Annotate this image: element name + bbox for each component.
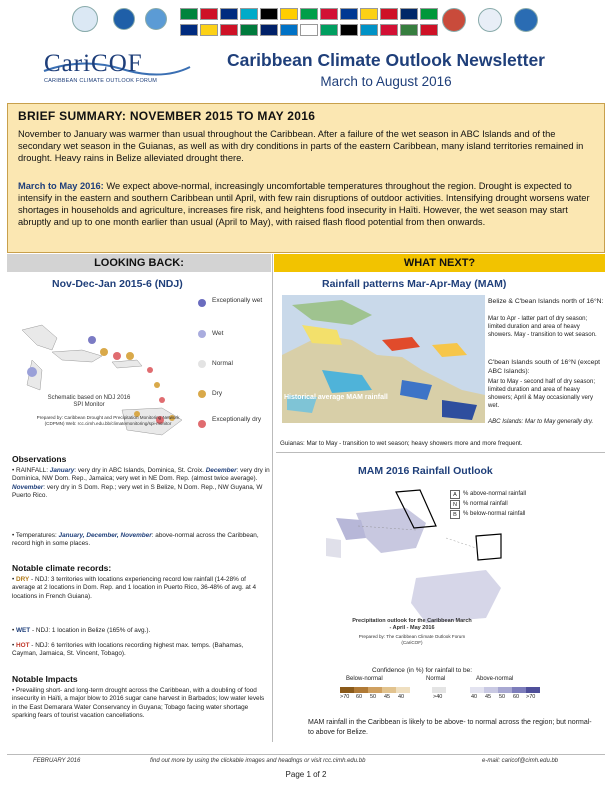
what-next-header[interactable]: WHAT NEXT? xyxy=(274,254,605,272)
colorbar-below-label: Below-normal xyxy=(346,676,383,682)
page-subtitle: March to August 2016 xyxy=(320,74,452,89)
pattern-caption: Guianas: Mar to May - transition to wet season; heavy showers more and more frequent. xyxy=(280,440,523,447)
outlook-legend-above xyxy=(450,490,570,500)
outlook-map-note: Precipitation outlook for the Caribbean March - April - May 2016 xyxy=(352,618,472,631)
colorbar-tick: 45 xyxy=(384,694,391,700)
footer-email-link[interactable]: e-mail: caricof@cimh.edu.bb xyxy=(482,758,559,764)
record-wet-label: WET xyxy=(16,627,31,634)
section-divider xyxy=(276,452,605,453)
legend-key: N xyxy=(450,500,460,509)
record-dry-text: - NDJ: 3 territories with locations experiencing record low rainfall (14-28% of average at 2 locations in Dom. Rep. and 1 location in Puerto Rico, 36-48% of avg. at 4 locations in French Guiana). xyxy=(12,576,257,600)
outlook-caption: MAM rainfall in the Caribbean is likely to be above- to normal across the region; but normal- to above for Belize. xyxy=(308,719,592,736)
flag-icon xyxy=(200,24,218,36)
legend-wet-icon xyxy=(198,330,206,338)
summary-heading: BRIEF SUMMARY: NOVEMBER 2015 TO MAY 2016 xyxy=(18,109,316,123)
flag-icon xyxy=(180,24,198,36)
outlook-title[interactable]: MAM 2016 Rainfall Outlook xyxy=(358,465,493,477)
flag-icon xyxy=(280,24,298,36)
outlook-legend-below xyxy=(450,510,570,520)
flag-icon xyxy=(340,24,358,36)
flag-icon xyxy=(400,24,418,36)
flag-icon xyxy=(320,24,338,36)
outlook-map-credit: Prepared by: The Caribbean Climate Outlook Forum (CariCOF) xyxy=(358,634,466,645)
column-divider xyxy=(272,254,273,742)
confidence-colorbar xyxy=(340,680,540,704)
colorbar-tick: 60 xyxy=(356,694,363,700)
record-wet-text: - NDJ: 1 location in Belize (165% of avg.). xyxy=(30,627,151,634)
legend-key: A xyxy=(450,490,460,499)
flag-icon xyxy=(240,8,258,20)
outlook-legend-normal xyxy=(450,500,570,510)
outlook-period-label: March to May 2016: xyxy=(18,181,104,191)
legend-key: B xyxy=(450,510,460,519)
outlook-text: We expect above-normal, increasingly uncomfortable temperatures throughout the region. Drought is expected to intensify in the eastern and southern Caribbean until April, with few rain disruptions of outdoor activities. Intensifying drought worsens water shortages in households and agriculture, increases fire risk, and heightens food insecurity in Haïti. However, the wet season may start abruptly and up to one month earlier than usual (April to May), with raised flash flood potential from then onwards. xyxy=(18,181,590,227)
spi-map-credit: Prepared by: Caribbean Drought and Precipitation Monitoring Network (CDPMN) Web: rcc.cimh.edu.bb/climatemonitoring/spi-monitor xyxy=(36,415,180,426)
record-hot-text: - NDJ: 6 territories with locations recording highest max. temps. (Bahamas, Cayman, Jamaica, St. Vincent, Tobago). xyxy=(12,642,244,658)
record-hot-label: HOT xyxy=(16,642,30,649)
colorbar-tick: >40 xyxy=(433,694,443,700)
rainfall-pattern-title[interactable]: Rainfall patterns Mar-Apr-May (MAM) xyxy=(322,278,507,290)
legend-label: % normal rainfall xyxy=(463,501,508,507)
colorbar-title: Confidence (in %) for rainfall to be: xyxy=(372,667,473,674)
observation-temperature xyxy=(12,532,270,549)
records-heading: Notable climate records: xyxy=(12,563,112,573)
record-dry-label: DRY xyxy=(16,576,30,583)
flag-icon xyxy=(220,24,238,36)
legend-exceptionally-dry-icon xyxy=(198,420,206,428)
flag-icon xyxy=(380,8,398,20)
flag-icon xyxy=(220,8,238,20)
flag-icon xyxy=(180,8,198,20)
footer-date: FEBRUARY 2016 xyxy=(33,758,81,764)
spi-map-title[interactable]: Nov-Dec-Jan 2015-6 (NDJ) xyxy=(52,278,183,290)
summary-paragraph: November to January was warmer than usual throughout the Caribbean. After a failure of the wet season in ABC Islands and of the secondary wet season in the Guianas, as well as with dry conditions in parts of the eastern Caribbean, many island territories remained in drought. Heavy rains in Belize alleviated drought there. xyxy=(18,129,584,163)
legend-exceptionally-dry: Exceptionally dry xyxy=(212,416,262,423)
obs-label: • RAINFALL: xyxy=(12,467,50,474)
partner-logo[interactable] xyxy=(514,8,538,32)
obs-text: : above-normal across the Caribbean, record high in some places. xyxy=(12,532,259,548)
flag-icon xyxy=(240,24,258,36)
org-subtitle: CARIBBEAN CLIMATE OUTLOOK FORUM xyxy=(44,78,158,84)
pattern-south-title: C'bean Islands south of 16°N (except ABC Islands): xyxy=(488,359,601,375)
legend-label: % above-normal rainfall xyxy=(463,491,527,497)
colorbar-tick: 50 xyxy=(499,694,506,700)
cimh-logo[interactable] xyxy=(72,6,98,32)
legend-exceptionally-wet: Exceptionally wet xyxy=(212,297,263,304)
record-wet: • WET - NDJ: 1 location in Belize (165% of avg.). xyxy=(12,627,151,634)
pattern-north-title: Belize & C'bean Islands north of 16°N: xyxy=(488,298,604,305)
colorbar-tick: >70 xyxy=(340,694,350,700)
colorbar-tick: 45 xyxy=(485,694,492,700)
obs-text: : very dry in ABC Islands, Dominica, St. Croix. xyxy=(74,467,206,474)
impacts-text: • Prevailing short- and long-term drought across the Caribbean, with a doubling of food insecurity in Haïti, a major blow to 2016 sugar cane harvest in Barbados; low water levels in the East Demarara Water Conservancy in Guyana; Tobago facing water shortage sparking fears of tourist vacation cancellations. xyxy=(12,687,265,720)
colorbar-normal-label: Normal xyxy=(426,676,446,682)
partner-logo[interactable] xyxy=(478,8,502,32)
brief-summary-box xyxy=(7,103,605,253)
colorbar-tick: >70 xyxy=(526,694,536,700)
colorbar-tick: 50 xyxy=(370,694,377,700)
flag-icon xyxy=(380,24,398,36)
flag-icon xyxy=(420,8,438,20)
page-number: Page 1 of 2 xyxy=(285,770,327,779)
flag-icon xyxy=(260,24,278,36)
observations-heading: Observations xyxy=(12,454,67,464)
legend-label: % below-normal rainfall xyxy=(463,511,526,517)
summary-outlook-paragraph xyxy=(18,180,600,228)
footer-website-link[interactable]: find out more by using the clickable images and headings or visit rcc.cimh.edu.bb xyxy=(150,758,366,764)
flag-icon xyxy=(280,8,298,20)
pattern-north-text: Mar to Apr - latter part of dry season; limited duration and area of heavy showers. May - transition to wet season. xyxy=(488,315,597,338)
obs-month: January xyxy=(49,467,75,474)
legend-exceptionally-wet-icon xyxy=(198,299,206,307)
obs-month: November xyxy=(12,483,44,491)
legend-dry-icon xyxy=(198,390,206,398)
obs-text: : very dry in S Dom. Rep.; very wet in S Belize, N Dom. Rep., NW Guyana, W Puerto Rico. xyxy=(12,483,263,500)
colorbar-tick: 40 xyxy=(398,694,405,700)
legend-normal: Normal xyxy=(212,360,233,367)
pattern-abc-text: ABC Islands: Mar to May generally dry. xyxy=(488,418,594,425)
historical-rainfall-map[interactable] xyxy=(282,295,485,423)
flag-icon xyxy=(320,8,338,20)
observation-rainfall xyxy=(12,467,270,501)
obs-text: : very dry in Dominica, NW Dom. Rep., Jamaica; very wet in NE Dom. Rep. (almost twice average). xyxy=(12,467,270,483)
impacts-heading: Notable Impacts xyxy=(12,674,78,684)
flag-icon xyxy=(260,8,278,20)
partner-logo[interactable] xyxy=(442,8,466,32)
pattern-map-label: Historical average MAM rainfall xyxy=(284,394,388,401)
colorbar-tick: 60 xyxy=(513,694,520,700)
pattern-south-text: Mar to May - second half of dry season; limited duration and area of heavy showers; April & May occasionally very wet. xyxy=(488,378,596,409)
flag-icon xyxy=(200,8,218,20)
flag-icon xyxy=(300,8,318,20)
obs-months: January, December, November xyxy=(58,532,152,539)
outlook-legend xyxy=(450,490,570,520)
flag-icon xyxy=(340,8,358,20)
record-dry: • DRY - NDJ: 3 territories with locations experiencing record low rainfall (14-28% of average at 2 locations in Dom. Rep. and 1 location in Puerto Rico, 36-48% of avg. at 4 locations in French Guiana). xyxy=(12,576,257,600)
org-name: CariCOF xyxy=(44,50,143,77)
spi-map-note: Schematic based on NDJ 2016 SPI Monitor xyxy=(47,395,131,408)
footer-divider xyxy=(7,754,605,755)
flag-icon xyxy=(400,8,418,20)
partner-logos-strip xyxy=(0,0,612,46)
colorbar-tick: 40 xyxy=(471,694,478,700)
obs-label: • Temperatures: xyxy=(12,532,59,539)
wmo-logo[interactable] xyxy=(145,8,167,30)
flag-icon xyxy=(300,24,318,36)
looking-back-header[interactable]: LOOKING BACK: xyxy=(7,254,271,272)
obs-month: December xyxy=(205,467,237,474)
colorbar-above-label: Above-normal xyxy=(476,676,514,682)
legend-dry: Dry xyxy=(212,390,223,397)
legend-normal-icon xyxy=(198,360,206,368)
page-title: Caribbean Climate Outlook Newsletter xyxy=(227,50,545,70)
noaa-logo[interactable] xyxy=(113,8,135,30)
record-hot: • HOT - NDJ: 6 territories with locations recording highest max. temps. (Bahamas, Cayman, Jamaica, St. Vincent, Tobago). xyxy=(12,642,244,658)
flag-icon xyxy=(360,8,378,20)
flag-icon xyxy=(360,24,378,36)
legend-wet: Wet xyxy=(212,330,224,337)
flag-icon xyxy=(420,24,438,36)
